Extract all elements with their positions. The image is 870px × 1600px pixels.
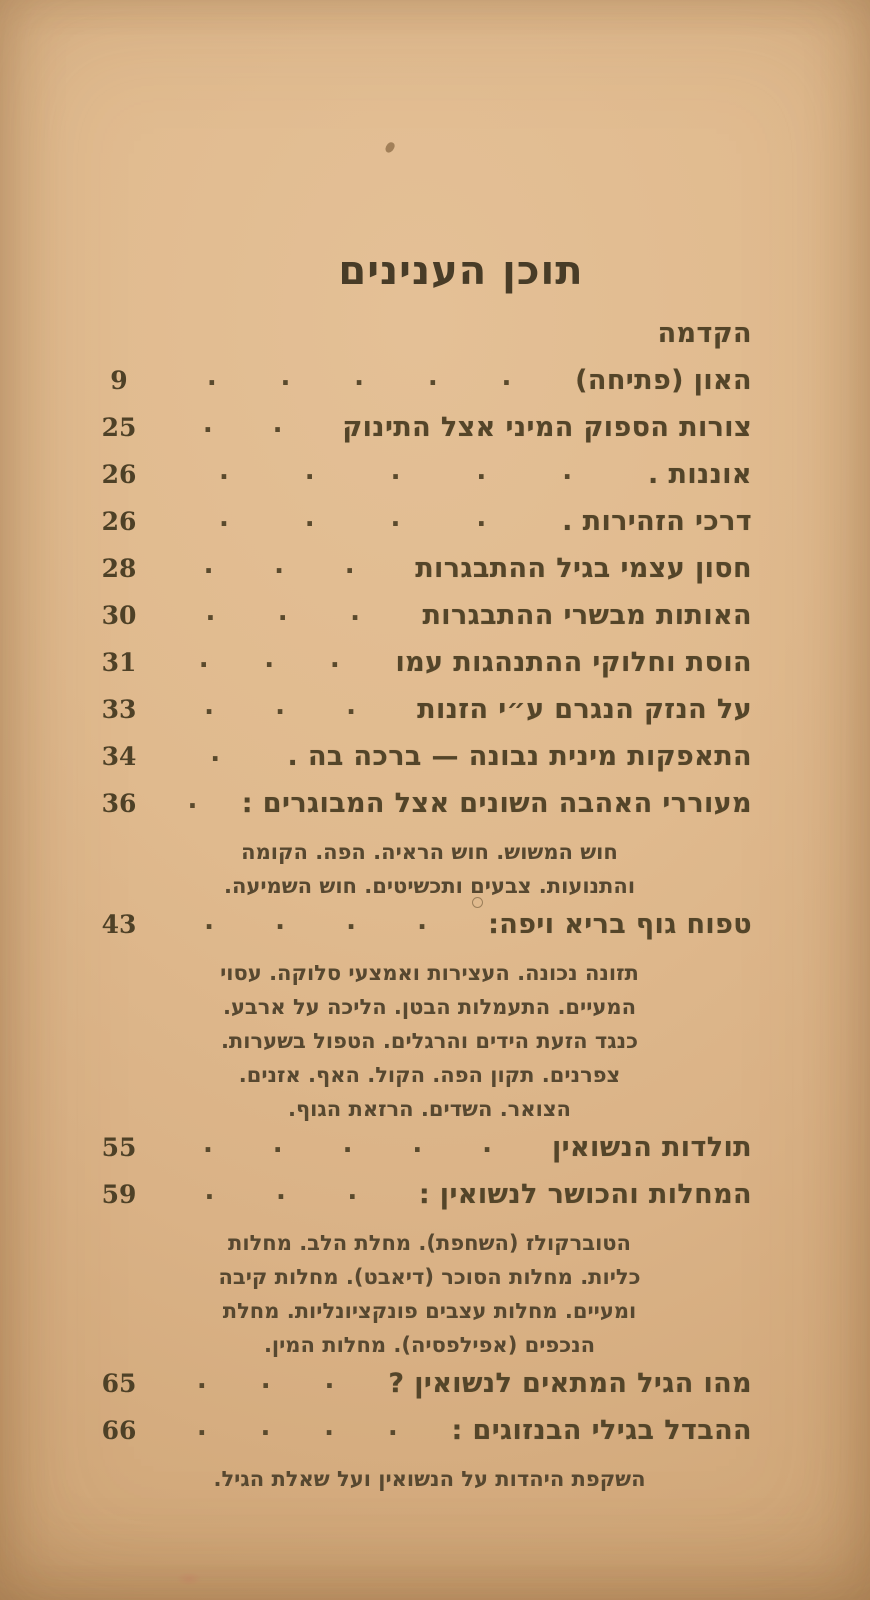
leader-dot: . [272, 409, 283, 439]
leader-dot: . [304, 456, 315, 486]
leader-dot: . [196, 1365, 207, 1395]
leader-dot: . [342, 1129, 353, 1159]
subtopic-line: הנכפים (אפילפסיה). מחלות המין. [263, 1333, 596, 1357]
toc-entry [95, 785, 752, 835]
toc-entry-page-number: 31 [101, 648, 137, 677]
leader-dot: . [274, 550, 285, 580]
subtopic-line: כליות. מחלות הסוכר (דיאבט). מחלות קיבה [218, 1265, 641, 1289]
leader-dot: . [476, 503, 487, 533]
toc-entry [95, 644, 752, 694]
toc-entry-page-number: 28 [101, 554, 137, 583]
paper-smudge [176, 1572, 202, 1586]
subtopic-line: והתנועות. צבעים ותכשיטים. חוש השמיעה. [223, 874, 636, 898]
leader-dot: . [203, 550, 214, 580]
leader-dot: . [304, 503, 315, 533]
dot-leader [143, 1365, 388, 1399]
toc-entry-label: חסון עצמי בגיל ההתבגרות [415, 553, 752, 584]
dot-leader [143, 738, 287, 772]
leader-dot: . [329, 644, 340, 674]
toc-entry-page-number: 34 [101, 742, 137, 771]
toc-entry-label: המחלות והכושר לנשואין : [418, 1179, 752, 1210]
toc-entry [95, 1129, 752, 1179]
subtopic-line: כנגד הזעת הידים והרגלים. הטפול בשערות. [220, 1029, 639, 1053]
leader-dot: . [275, 1176, 286, 1206]
dot-leader [143, 1412, 452, 1446]
toc-entry-subtopics [177, 1226, 682, 1362]
toc-entry-page-number: 66 [101, 1416, 137, 1445]
dot-leader [143, 1176, 419, 1210]
leader-dot: . [346, 906, 356, 936]
toc-entry-label: הוסת וחלוקי ההתנהגות עמו [395, 647, 752, 678]
toc-entry-label: דרכי הזהירות . [562, 506, 752, 537]
leader-dot: . [350, 597, 360, 627]
leader-dot: . [280, 362, 291, 392]
toc-entry [95, 691, 752, 741]
dot-leader [143, 906, 488, 940]
toc-entry [95, 738, 752, 788]
toc-entry-label: הקדמה [657, 318, 752, 349]
toc-entry [95, 456, 752, 506]
dot-leader [143, 597, 422, 631]
leader-dot: . [482, 1129, 493, 1159]
dot-leader [143, 1129, 552, 1163]
dot-leader [143, 550, 415, 584]
toc-entry [95, 906, 752, 956]
table-of-contents [95, 318, 752, 1496]
toc-entry-page-number: 55 [101, 1133, 137, 1162]
leader-dot: . [412, 1129, 423, 1159]
toc-entry-label: ההבדל בגילי הבנזוגים : [451, 1415, 752, 1446]
toc-entry-subtopics [177, 1462, 682, 1496]
toc-entry-label: טפוח גוף בריא ויפה: [488, 909, 752, 940]
leader-dot: . [264, 644, 275, 674]
toc-entry-label: על הנזק הנגרם ע״י הזנות [417, 694, 752, 725]
leader-dot: . [476, 456, 487, 486]
toc-entry-subtopics [177, 835, 682, 903]
toc-entry [95, 1365, 752, 1415]
toc-entry-label: התאפקות מינית נבונה — ברכה בה . [287, 741, 752, 772]
leader-dot: . [417, 906, 427, 936]
subtopic-line: צפרנים. תקון הפה. הקול. האף. אזנים. [238, 1063, 621, 1087]
toc-entry-label: אוננות . [648, 459, 752, 490]
toc-entry [95, 1176, 752, 1226]
leader-dot: . [354, 362, 365, 392]
leader-dot: . [205, 597, 216, 627]
toc-entry-label: האותות מבשרי ההתבגרות [422, 600, 752, 631]
leader-dot: . [427, 362, 438, 392]
toc-entry-subtopics [177, 956, 682, 1126]
toc-entry [95, 597, 752, 647]
toc-entry-page-number: 33 [101, 695, 137, 724]
toc-entry-page-number: 26 [101, 460, 137, 489]
subtopic-line: ומעיים. מחלות עצבים פונקציונליות. מחלת [222, 1299, 637, 1323]
leader-dot: . [218, 503, 229, 533]
leader-dot: . [275, 691, 286, 721]
leader-dot: . [202, 409, 213, 439]
toc-entry-label: מעוררי האהבה השונים אצל המבוגרים : [241, 788, 752, 819]
leader-dot: . [204, 1176, 215, 1206]
toc-entry [95, 503, 752, 553]
leader-dot: . [204, 906, 215, 936]
subtopic-line: הצואר. השדים. הרזאת הגוף. [288, 1097, 571, 1121]
subtopic-line: השקפת היהדות על הנשואין ועל שאלת הגיל. [213, 1467, 646, 1491]
leader-dot: . [562, 456, 573, 486]
toc-entry [95, 1412, 752, 1462]
toc-entry [95, 409, 752, 459]
toc-entry-page-number: 25 [101, 413, 137, 442]
leader-dot: . [210, 738, 221, 768]
leader-dot: . [347, 1176, 358, 1206]
toc-entry-label: צורות הספוק המיני אצל התינוק [342, 412, 752, 443]
leader-dot: . [260, 1365, 271, 1395]
toc-entry-page-number: 30 [101, 601, 137, 630]
toc-entry-page-number: 65 [101, 1369, 137, 1398]
dot-leader [143, 644, 395, 678]
subtopic-line: תזונה נכונה. העצירות ואמצעי סלוקה. עסוי [220, 961, 639, 985]
toc-entry-label: האון (פתיחה) [575, 365, 752, 396]
dot-leader [143, 456, 648, 490]
dot-leader [143, 691, 417, 725]
toc-entry [95, 550, 752, 600]
leader-dot: . [196, 1412, 207, 1442]
leader-dot: . [260, 1412, 271, 1442]
leader-dot: . [324, 1412, 335, 1442]
toc-entry [95, 318, 752, 365]
toc-entry-label: תולדות הנשואין [551, 1132, 752, 1163]
subtopic-line: הטוברקולז (השחפת). מחלת הלב. מחלות [228, 1231, 631, 1255]
toc-entry [95, 362, 752, 412]
toc-entry-page-number: 9 [110, 366, 128, 395]
dot-leader [143, 785, 242, 819]
leader-dot: . [206, 362, 217, 392]
leader-dot: . [387, 1412, 398, 1442]
dot-leader [143, 362, 575, 396]
leader-dot: . [390, 503, 401, 533]
leader-dot: . [344, 550, 355, 580]
leader-dot: . [198, 644, 209, 674]
leader-dot: . [277, 597, 288, 627]
leader-dot: . [324, 1365, 335, 1395]
leader-dot: . [275, 906, 286, 936]
toc-entry-page-number: 59 [101, 1180, 137, 1209]
toc-entry-label: מהו הגיל המתאים לנשואין ? [388, 1368, 752, 1399]
dot-leader [143, 409, 342, 443]
leader-dot: . [204, 691, 215, 721]
leader-dot: . [218, 456, 229, 486]
toc-entry-page-number: 43 [101, 910, 137, 939]
subtopic-line: המעיים. התעמלות הבטן. הליכה על ארבע. [222, 995, 637, 1019]
leader-dot: . [202, 1129, 213, 1159]
toc-entry-page-number: 36 [101, 789, 137, 818]
leader-dot: . [501, 362, 512, 392]
dot-leader [143, 503, 562, 537]
leader-dot: . [390, 456, 401, 486]
leader-dot: . [346, 691, 356, 721]
toc-entry-page-number: 26 [101, 507, 137, 536]
subtopic-line: חוש המשוש. חוש הראיה. הפה. הקומה [241, 840, 618, 864]
print-ring-artifact [472, 897, 483, 908]
page-title: תוכן הענינים [338, 248, 584, 294]
leader-dot: . [187, 785, 198, 815]
leader-dot: . [272, 1129, 283, 1159]
